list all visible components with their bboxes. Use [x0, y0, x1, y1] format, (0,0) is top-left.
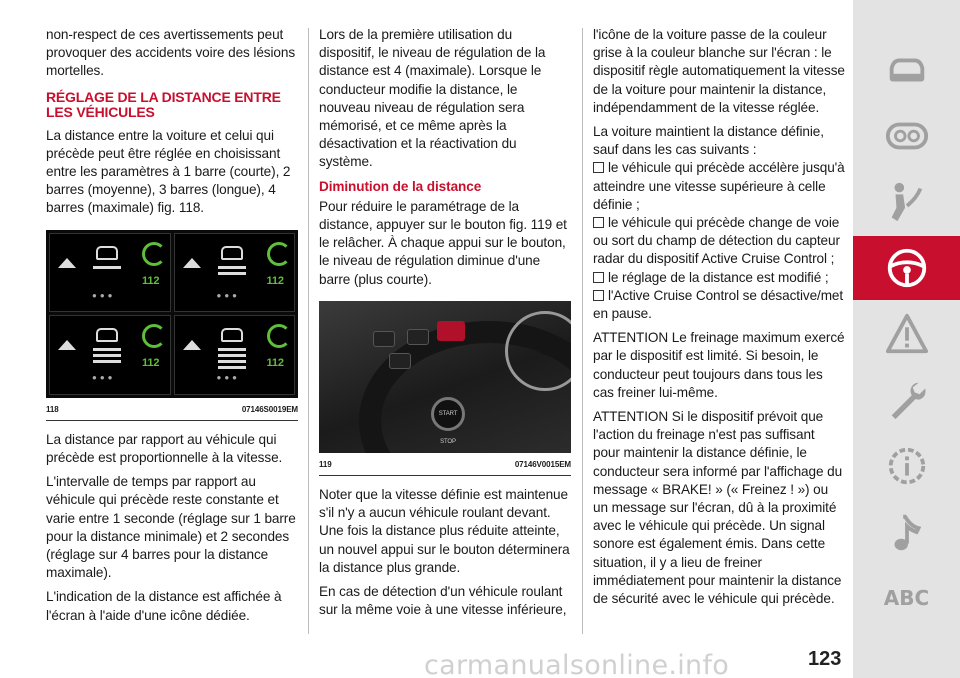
figure-118: [46, 230, 298, 421]
distance-bars: [218, 266, 246, 278]
figure-code: 07146S0019EM: [241, 404, 298, 414]
paragraph: L'indication de la distance est affichée à l'écran à l'aide d'une icône dédiée.: [46, 589, 282, 623]
wheel-button: [373, 331, 395, 347]
display-cell-3-bars: [49, 315, 171, 395]
paragraph: Pour réduire le paramétrage de la distance, appuyer sur le bouton fig. 119 et le relâcher. À chaque appui sur le bouton, le niveau de régulation diminue d'une barre (plus courte).: [319, 198, 567, 287]
sidebar-item-technical[interactable]: [853, 434, 960, 498]
page-number: 123: [808, 648, 842, 670]
distance-bars: [93, 348, 121, 366]
paragraph: Lors de la première utilisation du dispositif, le niveau de régulation de la distance est 4 (maximale). Lorsque le conducteur modifie la distance, le nouveau niveau de régulation sera mémorisé, et ce même après la désactivation et la réactivation du système.: [319, 27, 546, 170]
dots: ●●●: [92, 373, 116, 383]
triangle-icon: [183, 340, 201, 350]
list-item: le véhicule qui précède accélère jusqu'à atteindre une vitesse supérieure à celle définie ;: [593, 160, 845, 212]
car-icon: [884, 47, 930, 93]
distance-button: [437, 321, 465, 341]
sidebar-item-multimedia[interactable]: [853, 500, 960, 564]
speed-value: 112: [142, 357, 160, 370]
paragraph: La distance par rapport au véhicule qui précède est proportionnelle à la vitesse.: [46, 431, 283, 466]
car-icon: [221, 328, 243, 342]
paragraph: La voiture maintient la distance définie, sauf dans les cas suivants :: [593, 124, 824, 158]
chapter-sidebar: [853, 0, 960, 678]
car-icon: [96, 246, 118, 260]
triangle-icon: [58, 258, 76, 268]
column-divider: [582, 28, 583, 634]
dots: ●●●: [216, 290, 240, 300]
car-icon: [221, 246, 243, 260]
dots: ●●●: [92, 290, 116, 300]
steering-wheel-photo: [319, 301, 571, 453]
checkbox-icon: [593, 290, 604, 301]
sidebar-item-index[interactable]: [853, 566, 960, 630]
paragraph: L'intervalle de temps par rapport au véhicule qui précède reste constante et varie entre 1 seconde (réglage sur 1 barre pour la distance minimale) et 2 secondes (réglage sur 4 barres pour la distance maximale).: [46, 474, 296, 581]
abc-label: ABC: [883, 586, 930, 610]
paragraph: ATTENTION Si le dispositif prévoit que l'action du freinage n'est pas suffisant pour maintenir la distance définie, le conducteur sera informé par l'affichage du message « BRAKE! » (« Freinez ! ») ou un message sur l'écran, dû à la proximité avec le véhicule qui précède. Un signal sonore est également émis. Dans cette situation, il y a lieu de freiner immédiatement pour maintenir la distance de sécurité avec le véhicule qui précède.: [593, 409, 843, 607]
sidebar-item-dashboard[interactable]: [853, 104, 960, 168]
figure-number: 119: [319, 459, 332, 469]
column-3: [593, 26, 845, 614]
paragraph: non-respect de ces avertissements peut provoquer des accidents voire des lésions mortelles.: [46, 27, 296, 79]
list-item: le réglage de la distance est modifié ;: [593, 269, 845, 287]
figure-caption: [319, 453, 571, 476]
figure-caption: [46, 398, 298, 421]
gauge-icon: [267, 324, 291, 348]
checkbox-icon: [593, 162, 604, 173]
section-heading: RÉGLAGE DE LA DISTANCE ENTRE LES VÉHICULES: [46, 88, 281, 120]
column-divider: [308, 28, 309, 634]
seat-safety-icon: [884, 179, 930, 225]
wheel-button: [407, 329, 429, 345]
sidebar-item-car[interactable]: [853, 38, 960, 102]
gauge-icon: [142, 324, 166, 348]
sidebar-item-safety[interactable]: [853, 170, 960, 234]
wheel-button: [389, 353, 411, 369]
gauge-icon: [267, 242, 291, 266]
speed-value: 112: [266, 357, 284, 370]
steering-wheel-icon: [884, 245, 930, 291]
display-cell-2-bars: [174, 233, 296, 313]
watermark: carmanualsonline.info: [424, 650, 730, 678]
music-note-icon: [884, 509, 930, 555]
list-item: l'Active Cruise Control se désactive/met en pause.: [593, 287, 844, 322]
dots: ●●●: [216, 373, 240, 383]
paragraph: Noter que la vitesse définie est maintenue s'il n'y a aucun véhicule roulant devant. Une fois la distance plus réduite atteinte, un nouvel appui sur le bouton déterminera la distance plus grande.: [319, 487, 570, 575]
condition-list: [593, 159, 845, 323]
display-cell-4-bars: [174, 315, 296, 395]
checkbox-icon: [593, 217, 604, 228]
speed-value: 112: [266, 274, 284, 287]
paragraph: En cas de détection d'un véhicule roulant sur la même voie à une vitesse inférieure,: [319, 584, 567, 618]
paragraph: l'icône de la voiture passe de la couleur grise à la couleur blanche sur l'écran : le dispositif règle automatiquement la vitesse de la voiture pour maintenir la distance, indépendamment de la vitesse réglée.: [593, 27, 845, 115]
triangle-icon: [58, 340, 76, 350]
subheading: Diminution de la distance: [319, 178, 482, 194]
sidebar-item-maintenance[interactable]: [853, 368, 960, 432]
checkbox-icon: [593, 272, 604, 283]
warning-triangle-icon: [884, 311, 930, 357]
car-icon: [96, 328, 118, 342]
distance-bars: [93, 266, 121, 272]
display-cell-1-bar: [49, 233, 171, 313]
gauge-icon: [142, 242, 166, 266]
figure-code: 07146V0015EM: [514, 459, 571, 469]
sidebar-item-emergency[interactable]: [853, 302, 960, 366]
info-gear-icon: [884, 443, 930, 489]
paragraph: ATTENTION Le freinage maximum exercé par le dispositif est limité. Si besoin, le conducteur peut toujours dans tous les cas freiner lui-même.: [593, 330, 845, 400]
wrench-icon: [884, 377, 930, 423]
paragraph: La distance entre la voiture et celui qui précède peut être réglée en choisissant entre les paramètres à 1 barre (courte), 2 barres (moyenne), 3 barres (longue), 4 barres (maximale) fig. 118.: [46, 127, 291, 216]
column-1: [46, 26, 296, 631]
column-2: [319, 26, 571, 625]
distance-display-image: [46, 230, 298, 398]
dashboard-icon: [884, 113, 930, 159]
sidebar-item-driving[interactable]: [853, 236, 960, 300]
speed-value: 112: [142, 274, 160, 287]
triangle-icon: [183, 258, 201, 268]
start-stop-button: START STOP: [431, 397, 465, 431]
figure-119: [319, 301, 571, 476]
figure-number: 118: [46, 404, 59, 414]
list-item: le véhicule qui précède change de voie ou sort du champ de détection du capteur radar du dispositif Active Cruise Control ;: [593, 215, 840, 267]
